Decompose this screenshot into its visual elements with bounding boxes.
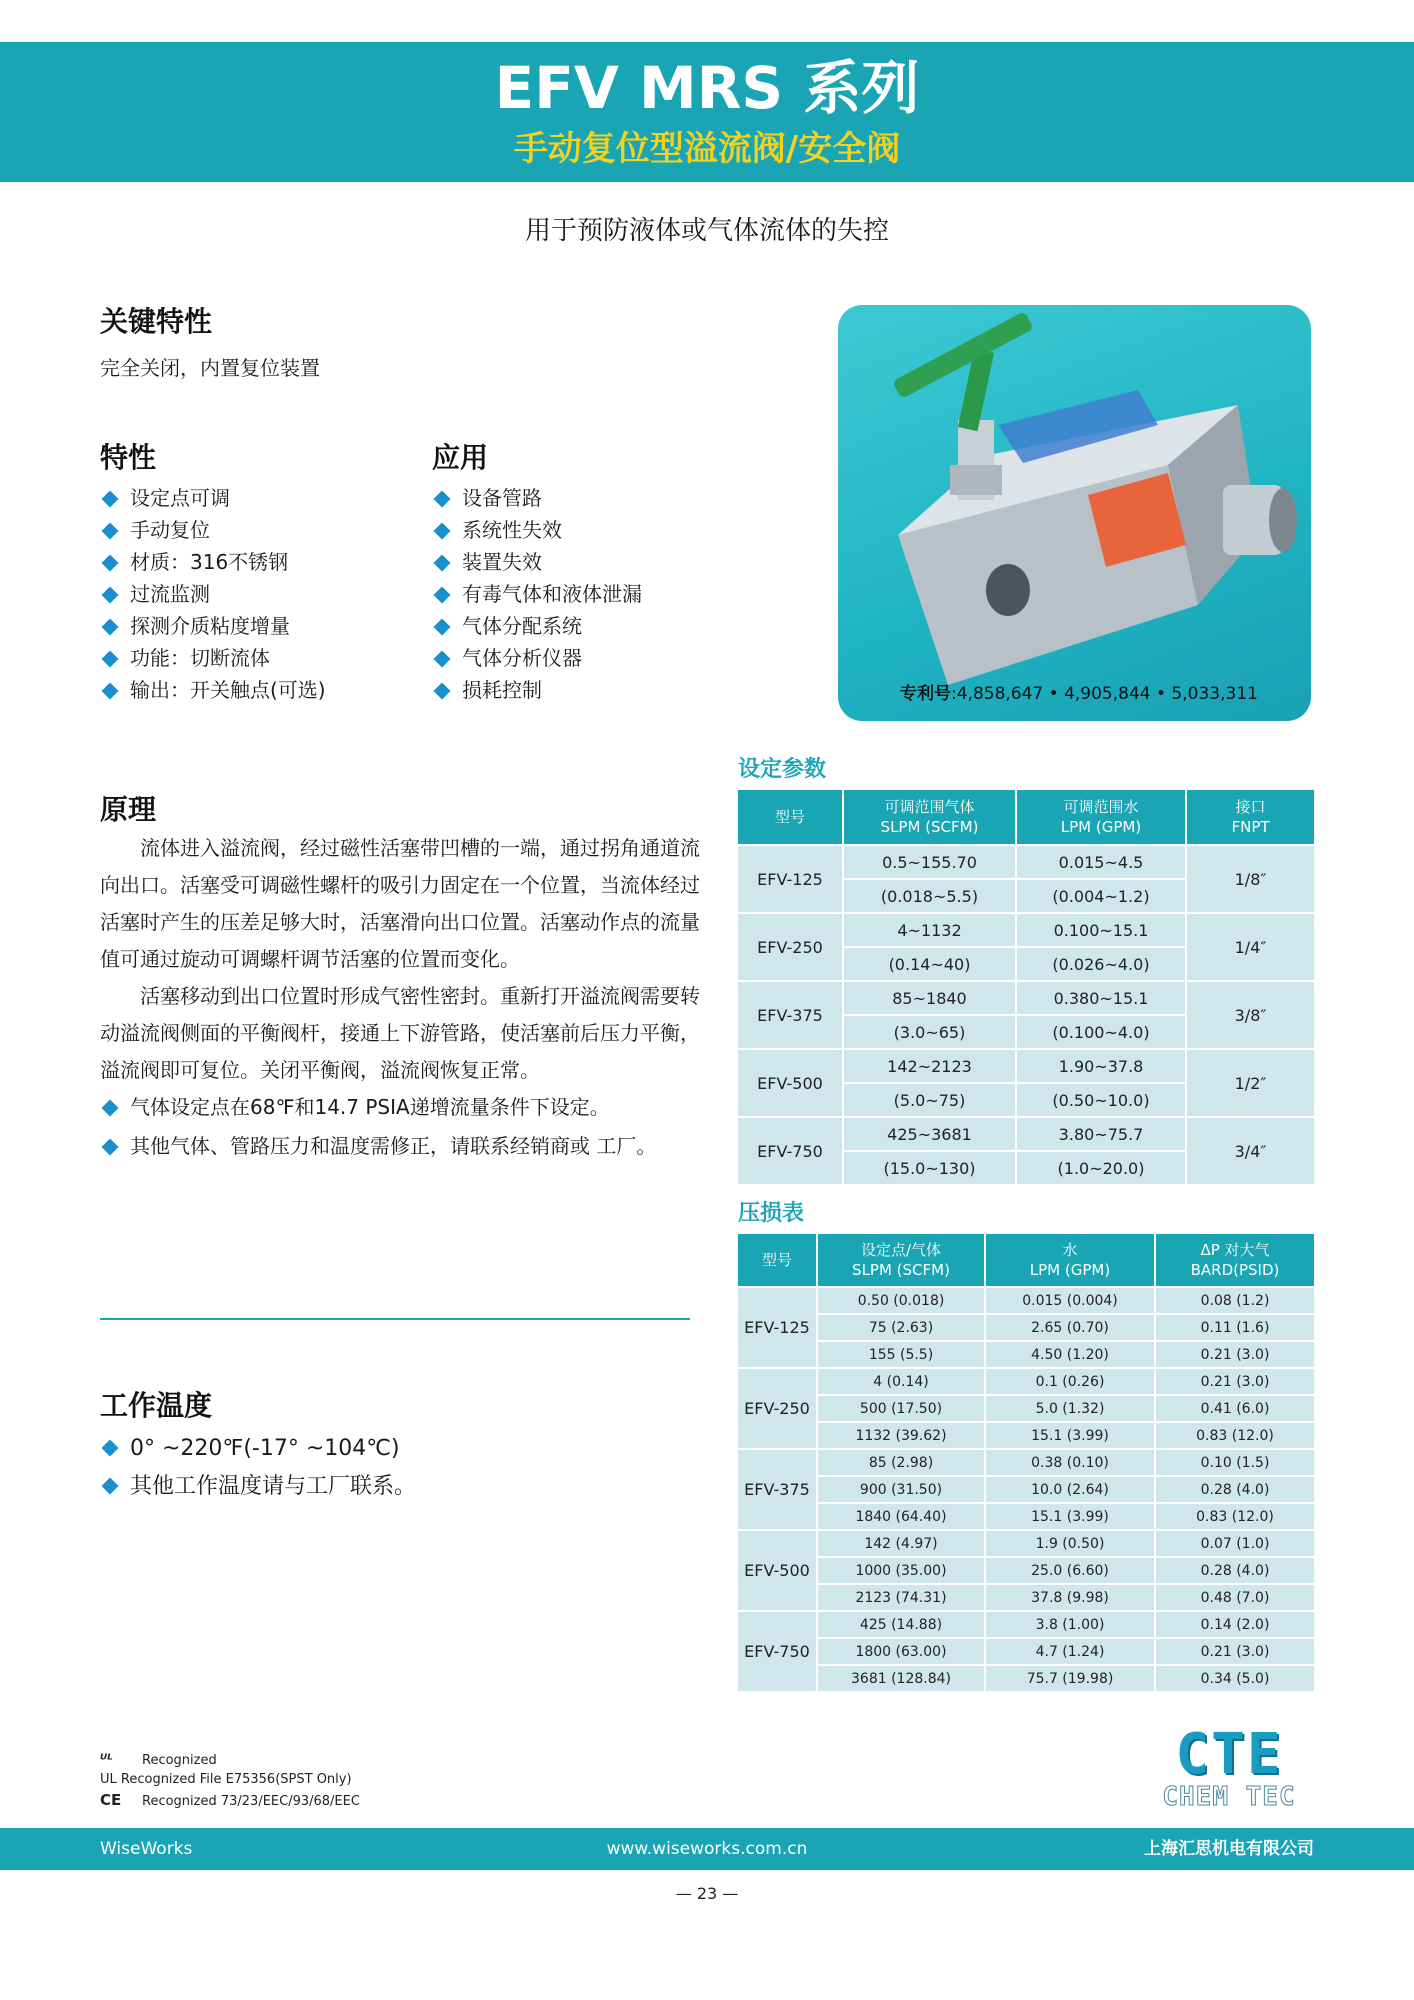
features-list — [100, 482, 326, 706]
application-item: 系统性失效 — [432, 514, 642, 546]
stem-nut — [950, 465, 1002, 495]
footer-brand: WiseWorks — [100, 1839, 193, 1859]
ul-logo-icon: ᵁᴸ — [100, 1752, 113, 1768]
table-row — [737, 1638, 1315, 1665]
table-row — [737, 1422, 1315, 1449]
column-header: 型号 — [737, 1233, 817, 1287]
table-row — [737, 981, 1315, 1015]
table-cell: 75 (2.63) — [817, 1314, 985, 1341]
table-cell: 0.08 (1.2) — [1155, 1287, 1315, 1314]
table-cell: 37.8 (9.98) — [985, 1584, 1155, 1611]
patent-label: 专利号 — [900, 684, 951, 704]
table-cell: 0.21 (3.0) — [1155, 1368, 1315, 1395]
table-cell: 0.015~4.5 — [1016, 845, 1186, 879]
table-cell: 0.07 (1.0) — [1155, 1530, 1315, 1557]
table-cell: EFV-750 — [737, 1611, 817, 1692]
table-cell: 3.8 (1.00) — [985, 1611, 1155, 1638]
outlet-port — [1269, 488, 1297, 552]
patent-numbers — [838, 679, 1311, 704]
table-cell: 142~2123 — [843, 1049, 1016, 1083]
key-features-heading: 关键特性 — [100, 305, 213, 338]
table-cell: 4.7 (1.24) — [985, 1638, 1155, 1665]
working-temp-heading: 工作温度 — [100, 1389, 213, 1422]
table-cell: EFV-375 — [737, 981, 843, 1049]
table-cell: 0.380~15.1 — [1016, 981, 1186, 1015]
table-row — [737, 1503, 1315, 1530]
table-cell: (0.004~1.2) — [1016, 879, 1186, 913]
applications-list — [432, 482, 642, 706]
settings-table — [736, 788, 1316, 1186]
diamond-bullet-icon — [102, 682, 119, 699]
table-row — [737, 1611, 1315, 1638]
table-cell: 0.21 (3.0) — [1155, 1638, 1315, 1665]
footer-band — [0, 1828, 1414, 1870]
table-cell: EFV-250 — [737, 913, 843, 981]
diamond-bullet-icon — [102, 1099, 119, 1116]
table-cell: 3/8″ — [1186, 981, 1315, 1049]
table-cell: 900 (31.50) — [817, 1476, 985, 1503]
table-cell: 0.41 (6.0) — [1155, 1395, 1315, 1422]
footer-website-link[interactable]: www.wiseworks.com.cn — [606, 1839, 808, 1859]
footer-company: 上海汇思机电有限公司 — [1144, 1839, 1314, 1859]
table-row — [737, 1557, 1315, 1584]
table-row — [737, 1341, 1315, 1368]
table-cell: 0.83 (12.0) — [1155, 1422, 1315, 1449]
table-cell: 15.1 (3.99) — [985, 1422, 1155, 1449]
table-cell: 3681 (128.84) — [817, 1665, 985, 1692]
page-subtitle: 手动复位型溢流阀/安全阀 — [513, 129, 901, 169]
table-cell: 1/8″ — [1186, 845, 1315, 913]
diamond-bullet-icon — [102, 650, 119, 667]
table-cell: (15.0~130) — [843, 1151, 1016, 1185]
page-number: — 23 — — [675, 1884, 739, 1903]
table-cell: 0.38 (0.10) — [985, 1449, 1155, 1476]
table-row — [737, 1530, 1315, 1557]
column-header: 水 LPM (GPM) — [985, 1233, 1155, 1287]
patent-values: :4,858,647 • 4,905,844 • 5,033,311 — [951, 684, 1258, 704]
table-cell: 15.1 (3.99) — [985, 1503, 1155, 1530]
diamond-bullet-icon — [102, 1440, 119, 1457]
table-cell: 1840 (64.40) — [817, 1503, 985, 1530]
features-heading: 特性 — [100, 441, 157, 474]
table-cell: 0.100~15.1 — [1016, 913, 1186, 947]
working-temp-item: 0° ~220℉(-17° ~104℃) — [100, 1430, 416, 1468]
table-cell: (5.0~75) — [843, 1083, 1016, 1117]
table-cell: 4.50 (1.20) — [985, 1341, 1155, 1368]
feature-item: 输出：开关触点(可选) — [100, 674, 326, 706]
table-cell: 3/4″ — [1186, 1117, 1315, 1185]
table-cell: (0.14~40) — [843, 947, 1016, 981]
valve-illustration — [838, 305, 1311, 721]
table-cell: (0.50~10.0) — [1016, 1083, 1186, 1117]
principle-note-2: 其他气体、管路压力和温度需修正，请联系经销商或 工厂。 — [100, 1128, 700, 1165]
tagline: 用于预防液体或气体流体的失控 — [524, 216, 889, 246]
feature-item: 设定点可调 — [100, 482, 326, 514]
working-temp-item: 其他工作温度请与工厂联系。 — [100, 1468, 416, 1506]
table-cell: 25.0 (6.60) — [985, 1557, 1155, 1584]
principle-paragraph-2: 活塞移动到出口位置时形成气密性密封。重新打开溢流阀需要转动溢流阀侧面的平衡阀杆，接通上下游管路，使活塞前后压力平衡，溢流阀即可复位。关闭平衡阀，溢流阀恢复正常。 — [100, 984, 700, 1082]
diamond-bullet-icon — [102, 522, 119, 539]
table-cell: 155 (5.5) — [817, 1341, 985, 1368]
table-row — [737, 1449, 1315, 1476]
section-divider — [100, 1318, 690, 1320]
table-cell: 0.28 (4.0) — [1155, 1557, 1315, 1584]
diamond-bullet-icon — [434, 650, 451, 667]
applications-heading: 应用 — [432, 441, 489, 474]
application-item: 气体分配系统 — [432, 610, 642, 642]
application-item: 气体分析仪器 — [432, 642, 642, 674]
logo-chem-tec: CHEM TEC — [1162, 1782, 1296, 1812]
diamond-bullet-icon — [102, 554, 119, 571]
table-cell: 0.015 (0.004) — [985, 1287, 1155, 1314]
table-cell: 1000 (35.00) — [817, 1557, 985, 1584]
product-photo — [838, 305, 1311, 721]
diamond-bullet-icon — [102, 618, 119, 635]
table-cell: 0.83 (12.0) — [1155, 1503, 1315, 1530]
key-features-text: 完全关闭，内置复位装置 — [100, 356, 320, 380]
table-row — [737, 913, 1315, 947]
table-cell: (1.0~20.0) — [1016, 1151, 1186, 1185]
table-row — [737, 1314, 1315, 1341]
diamond-bullet-icon — [434, 554, 451, 571]
table-cell: 500 (17.50) — [817, 1395, 985, 1422]
diamond-bullet-icon — [434, 522, 451, 539]
principle-paragraph-1: 流体进入溢流阀，经过磁性活塞带凹槽的一端，通过拐角通道流向出口。活塞受可调磁性螺杆的吸引力固定在一个位置，当流体经过活塞时产生的压差足够大时，活塞滑向出口位置。活塞动作点的流量值可通过旋动可调螺杆调节活塞的位置而变化。 — [100, 836, 700, 971]
table-cell: (0.018~5.5) — [843, 879, 1016, 913]
table-cell: 0.11 (1.6) — [1155, 1314, 1315, 1341]
table-cell: 2.65 (0.70) — [985, 1314, 1155, 1341]
table-row — [737, 1584, 1315, 1611]
settings-table-caption: 设定参数 — [738, 757, 827, 782]
ce-mark-icon: CE — [100, 1791, 122, 1809]
diamond-bullet-icon — [102, 1138, 119, 1155]
table-row — [737, 1287, 1315, 1314]
table-cell: 0.50 (0.018) — [817, 1287, 985, 1314]
ce-row: CE Recognized 73/23/EEC/93/68/EEC — [100, 1791, 360, 1809]
table-cell: 85~1840 — [843, 981, 1016, 1015]
table-cell: 5.0 (1.32) — [985, 1395, 1155, 1422]
logo-cte: CTE — [1175, 1722, 1283, 1787]
table-cell: 142 (4.97) — [817, 1530, 985, 1557]
table-cell: 0.10 (1.5) — [1155, 1449, 1315, 1476]
table-row — [737, 845, 1315, 879]
table-cell: EFV-375 — [737, 1449, 817, 1530]
table-row — [737, 1395, 1315, 1422]
feature-item: 手动复位 — [100, 514, 326, 546]
application-item: 装置失效 — [432, 546, 642, 578]
table-cell: EFV-750 — [737, 1117, 843, 1185]
table-cell: 0.21 (3.0) — [1155, 1341, 1315, 1368]
table-cell: 1.9 (0.50) — [985, 1530, 1155, 1557]
table-cell: (3.0~65) — [843, 1015, 1016, 1049]
table-cell: 10.0 (2.64) — [985, 1476, 1155, 1503]
column-header: 可调范围气体 SLPM (SCFM) — [843, 789, 1016, 845]
handle-bar — [892, 311, 1034, 399]
feature-item: 探测介质粘度增量 — [100, 610, 326, 642]
table-cell: (0.026~4.0) — [1016, 947, 1186, 981]
ul-recognized-row: ᵁᴸ Recognized — [100, 1752, 217, 1768]
column-header: 型号 — [737, 789, 843, 845]
feature-item: 过流监测 — [100, 578, 326, 610]
diamond-bullet-icon — [434, 618, 451, 635]
table-cell: 0.34 (5.0) — [1155, 1665, 1315, 1692]
table-row — [737, 1476, 1315, 1503]
table-row — [737, 1368, 1315, 1395]
principle-heading: 原理 — [100, 793, 157, 826]
column-header: 接口 FNPT — [1186, 789, 1315, 845]
column-header: 可调范围水 LPM (GPM) — [1016, 789, 1186, 845]
loss-table-caption: 压损表 — [738, 1201, 805, 1226]
table-cell: 1/2″ — [1186, 1049, 1315, 1117]
table-cell: 4 (0.14) — [817, 1368, 985, 1395]
ul-file-row: UL Recognized File E75356(SPST Only) — [100, 1772, 352, 1787]
table-cell: 1132 (39.62) — [817, 1422, 985, 1449]
table-cell: 0.14 (2.0) — [1155, 1611, 1315, 1638]
cte-logo — [1144, 1722, 1314, 1812]
table-cell: 4~1132 — [843, 913, 1016, 947]
diamond-bullet-icon — [434, 586, 451, 603]
table-row — [737, 1117, 1315, 1151]
certifications — [100, 1750, 360, 1810]
table-cell: EFV-500 — [737, 1530, 817, 1611]
side-port — [986, 564, 1030, 616]
table-cell: 85 (2.98) — [817, 1449, 985, 1476]
feature-item: 材质：316不锈钢 — [100, 546, 326, 578]
application-item: 有毒气体和液体泄漏 — [432, 578, 642, 610]
table-cell: EFV-250 — [737, 1368, 817, 1449]
principle-text — [100, 830, 700, 1165]
table-row — [737, 1665, 1315, 1692]
table-cell: 0.48 (7.0) — [1155, 1584, 1315, 1611]
table-cell: EFV-500 — [737, 1049, 843, 1117]
application-item: 损耗控制 — [432, 674, 642, 706]
table-cell: 2123 (74.31) — [817, 1584, 985, 1611]
table-cell: 3.80~75.7 — [1016, 1117, 1186, 1151]
column-header: ΔP 对大气 BARD(PSID) — [1155, 1233, 1315, 1287]
application-item: 设备管路 — [432, 482, 642, 514]
table-cell: 1.90~37.8 — [1016, 1049, 1186, 1083]
table-cell: EFV-125 — [737, 1287, 817, 1368]
diamond-bullet-icon — [434, 490, 451, 507]
table-cell: 0.5~155.70 — [843, 845, 1016, 879]
page-title: EFV MRS 系列 — [494, 54, 920, 122]
diamond-bullet-icon — [102, 490, 119, 507]
table-cell: 0.28 (4.0) — [1155, 1476, 1315, 1503]
table-cell: (0.100~4.0) — [1016, 1015, 1186, 1049]
diamond-bullet-icon — [102, 1478, 119, 1495]
principle-note-1: 气体设定点在68℉和14.7 PSIA递增流量条件下设定。 — [100, 1089, 700, 1126]
loss-table — [736, 1232, 1316, 1693]
column-header: 设定点/气体 SLPM (SCFM) — [817, 1233, 985, 1287]
table-cell: 75.7 (19.98) — [985, 1665, 1155, 1692]
diamond-bullet-icon — [102, 586, 119, 603]
diamond-bullet-icon — [434, 682, 451, 699]
table-cell: 0.1 (0.26) — [985, 1368, 1155, 1395]
table-cell: 1/4″ — [1186, 913, 1315, 981]
table-cell: 425~3681 — [843, 1117, 1016, 1151]
table-row — [737, 1049, 1315, 1083]
table-cell: EFV-125 — [737, 845, 843, 913]
working-temp-list — [100, 1430, 416, 1506]
table-cell: 1800 (63.00) — [817, 1638, 985, 1665]
table-cell: 425 (14.88) — [817, 1611, 985, 1638]
feature-item: 功能：切断流体 — [100, 642, 326, 674]
